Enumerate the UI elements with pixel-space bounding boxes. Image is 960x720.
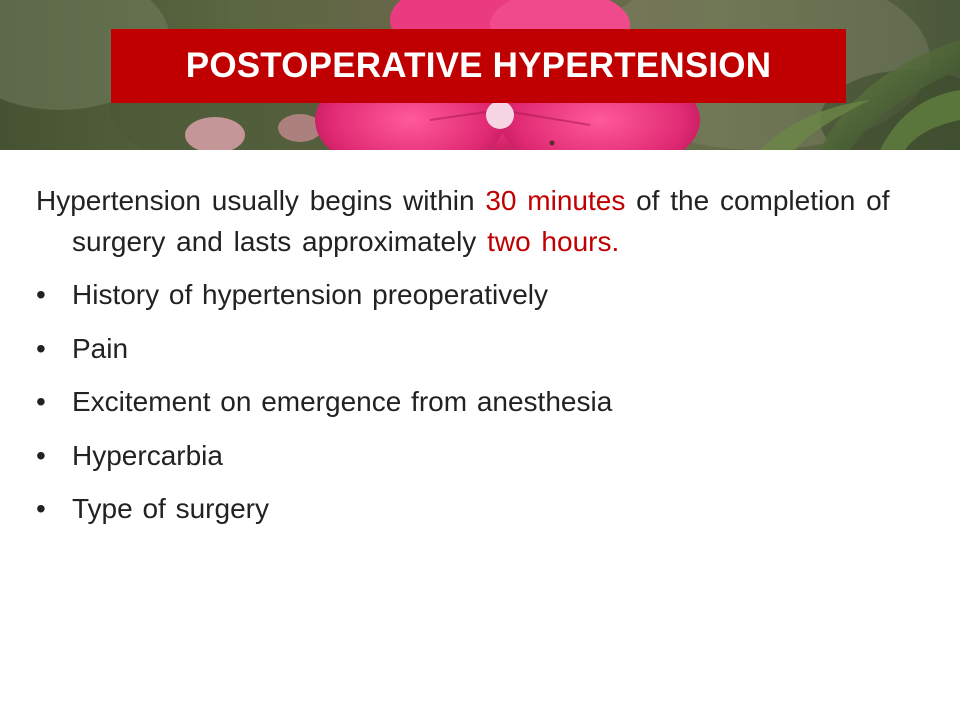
bullet-item bbox=[36, 488, 916, 529]
slide-content bbox=[36, 180, 916, 542]
slide-title: POSTOPERATIVE HYPERTENSION bbox=[185, 46, 772, 85]
bullet-icon: • bbox=[36, 386, 46, 417]
intro-highlight-30-minutes: 30 minutes bbox=[485, 185, 626, 216]
bullet-item bbox=[36, 435, 916, 476]
bullet-icon: • bbox=[36, 439, 46, 471]
bullet-text: Type of surgery bbox=[72, 493, 269, 524]
bullet-text: Pain bbox=[72, 332, 129, 364]
intro-text-part1: Hypertension usually begins within bbox=[36, 185, 486, 216]
bullet-item bbox=[36, 381, 916, 422]
bullet-icon: • bbox=[36, 493, 46, 524]
bullet-text: Hypercarbia bbox=[72, 439, 223, 471]
bullet-item bbox=[36, 328, 916, 369]
intro-text-part2: of the completion of surgery and lasts approximately bbox=[72, 185, 890, 257]
bullet-icon: • bbox=[36, 332, 46, 364]
bullet-text: Excitement on emergence from anesthesia bbox=[72, 386, 613, 417]
intro-highlight-two-hours: two hours. bbox=[487, 226, 620, 257]
bullet-text: History of hypertension preoperatively bbox=[72, 279, 549, 310]
title-box bbox=[111, 29, 846, 103]
intro-paragraph bbox=[36, 180, 916, 262]
bullet-icon: • bbox=[36, 279, 46, 310]
bullet-item bbox=[36, 274, 916, 315]
bullet-list bbox=[36, 274, 916, 529]
